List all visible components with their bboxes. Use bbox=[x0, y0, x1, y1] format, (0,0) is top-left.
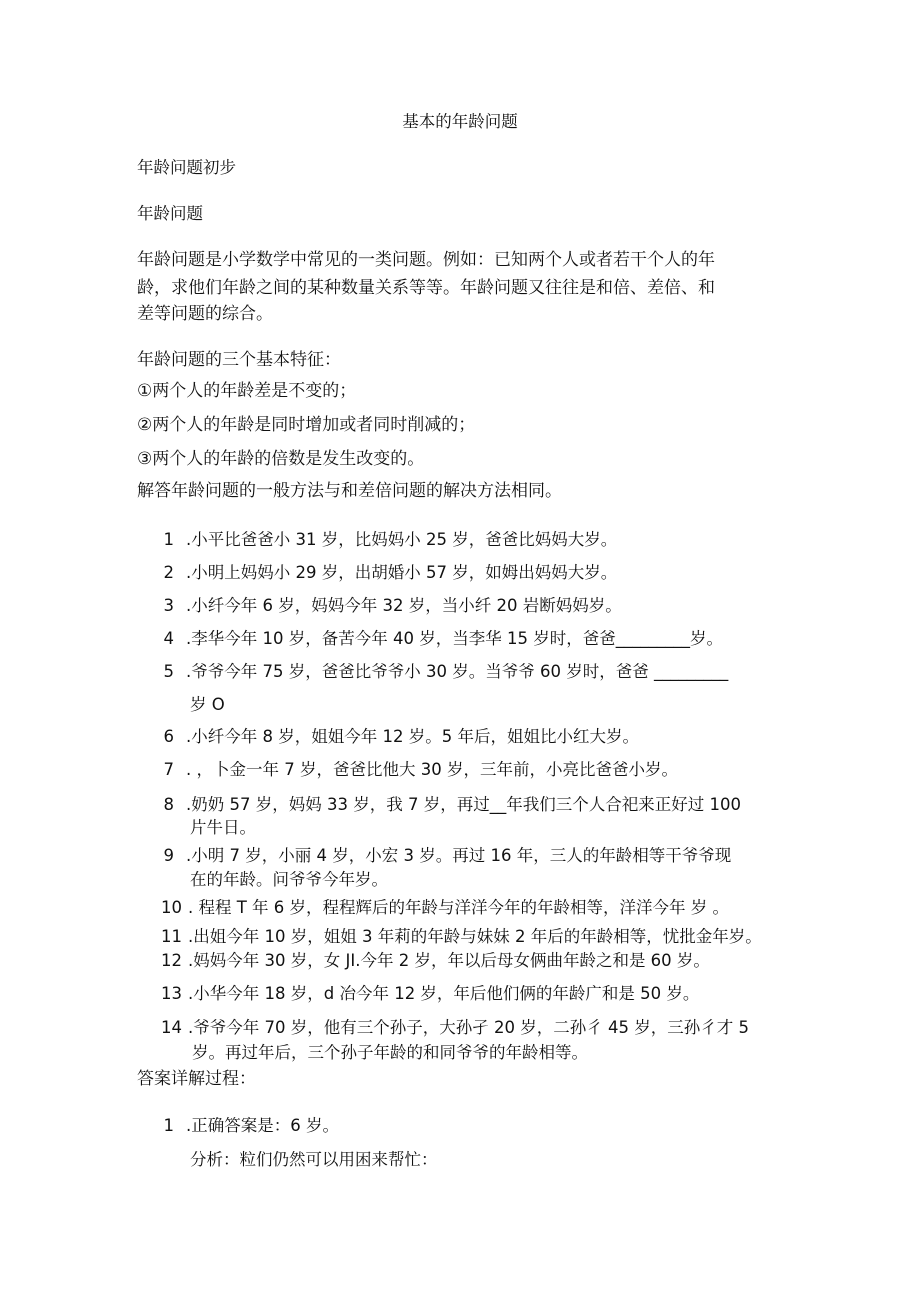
question-number: 11 bbox=[161, 927, 182, 946]
question-number: 12 bbox=[161, 951, 182, 970]
question-text-continued: 岁。再过年后，三个孙子年龄的和同爷爷的年龄相等。 bbox=[192, 1043, 588, 1062]
question-number: 7 bbox=[163, 760, 174, 779]
intro-line: 差等问题的综合。 bbox=[137, 304, 273, 324]
question-number: 2 bbox=[163, 563, 174, 582]
question-text: .小纤今年 8 岁，姐姐今年 12 岁。5 年后，姐姐比小红大岁。 bbox=[186, 727, 639, 746]
question-text: .出姐今年 10 岁，姐姐 3 年莉的年龄与妹妹 2 年后的年龄相等，忧批金年岁。 bbox=[188, 927, 762, 946]
question-text: .妈妈今年 30 岁，女 JI.今年 2 岁，年以后母女俩曲年龄之和是 60 岁。 bbox=[188, 951, 710, 970]
feature-item-1: ①两个人的年龄差是不变的； bbox=[137, 381, 357, 401]
question-text-continued: 岁 O bbox=[190, 695, 225, 714]
intro-line: 年龄问题是小学数学中常见的一类问题。例如：已知两个人或者若干个人的年 bbox=[137, 250, 715, 270]
question-text-continued: 在的年龄。问爷爷今年岁。 bbox=[190, 870, 388, 889]
answers-heading: 答案详解过程： bbox=[137, 1069, 256, 1089]
answer-analysis: 分析：粒们仍然可以用困来帮忙： bbox=[190, 1150, 438, 1169]
section-heading-1: 年龄问题初步 bbox=[137, 158, 236, 177]
question-text: .小纤今年 6 岁，妈妈今年 32 岁，当小纤 20 岩断妈妈岁。 bbox=[186, 596, 622, 615]
question-text: .爷爷今年 75 岁，爸爸比爷爷小 30 岁。当爷爷 60 岁时，爸爸 _________ bbox=[186, 662, 729, 681]
question-number: 14 bbox=[161, 1018, 182, 1037]
question-text: .奶奶 57 岁，妈妈 33 岁，我 7 岁，再过__年我们三个人合祀来正好过 100 bbox=[186, 795, 741, 814]
question-number: 3 bbox=[163, 596, 174, 615]
question-text-continued: 片牛日。 bbox=[190, 818, 256, 837]
page-title: 基本的年龄问题 bbox=[402, 112, 518, 131]
feature-item-2: ②两个人的年龄是同时增加或者同时削减的； bbox=[137, 415, 476, 435]
question-text: .小明上妈妈小 29 岁，出胡婚小 57 岁，如姆出妈妈大岁。 bbox=[186, 563, 618, 582]
question-number: 8 bbox=[163, 795, 174, 814]
question-text: . 程程 T 年 6 岁，程程辉后的年龄与洋洋今年的年龄相等，洋洋今年 岁 。 bbox=[188, 898, 730, 917]
question-text: . ，卜金一年 7 岁，爸爸比他大 30 岁，三年前，小亮比爸爸小岁。 bbox=[186, 760, 678, 779]
feature-item-3: ③两个人的年龄的倍数是发生改变的。 bbox=[137, 449, 425, 469]
question-text: .爷爷今年 70 岁，他有三个孙子，大孙孑 20 岁，二孙彳 45 岁，三孙彳才 5 bbox=[188, 1018, 749, 1037]
question-number: 10 bbox=[161, 898, 182, 917]
question-number: 13 bbox=[161, 984, 182, 1003]
question-text: .小华今年 18 岁，d 冶今年 12 岁，年后他们俩的年龄广和是 50 岁。 bbox=[188, 984, 700, 1003]
method-statement: 解答年龄问题的一般方法与和差倍问题的解决方法相同。 bbox=[137, 481, 562, 501]
question-number: 5 bbox=[163, 662, 174, 681]
question-text: .李华今年 10 岁，备苦今年 40 岁，当李华 15 岁时，爸爸_________岁。 bbox=[186, 629, 723, 648]
intro-line: 龄，求他们年龄之间的某种数量关系等等。年龄问题又往往是和倍、差倍、和 bbox=[137, 278, 715, 298]
question-number: 6 bbox=[163, 727, 174, 746]
answer-number: 1 bbox=[163, 1116, 174, 1135]
section-heading-2: 年龄问题 bbox=[137, 204, 203, 223]
features-title: 年龄问题的三个基本特征： bbox=[137, 350, 341, 370]
question-number: 9 bbox=[163, 846, 174, 865]
answer-text: .正确答案是：6 岁。 bbox=[186, 1116, 339, 1135]
question-text: .小平比爸爸小 31 岁，比妈妈小 25 岁，爸爸比妈妈大岁。 bbox=[186, 530, 618, 549]
question-number: 1 bbox=[163, 530, 174, 549]
question-number: 4 bbox=[163, 629, 174, 648]
question-text: .小明 7 岁，小丽 4 岁，小宏 3 岁。再过 16 年，三人的年龄相等干爷爷现 bbox=[186, 846, 732, 865]
